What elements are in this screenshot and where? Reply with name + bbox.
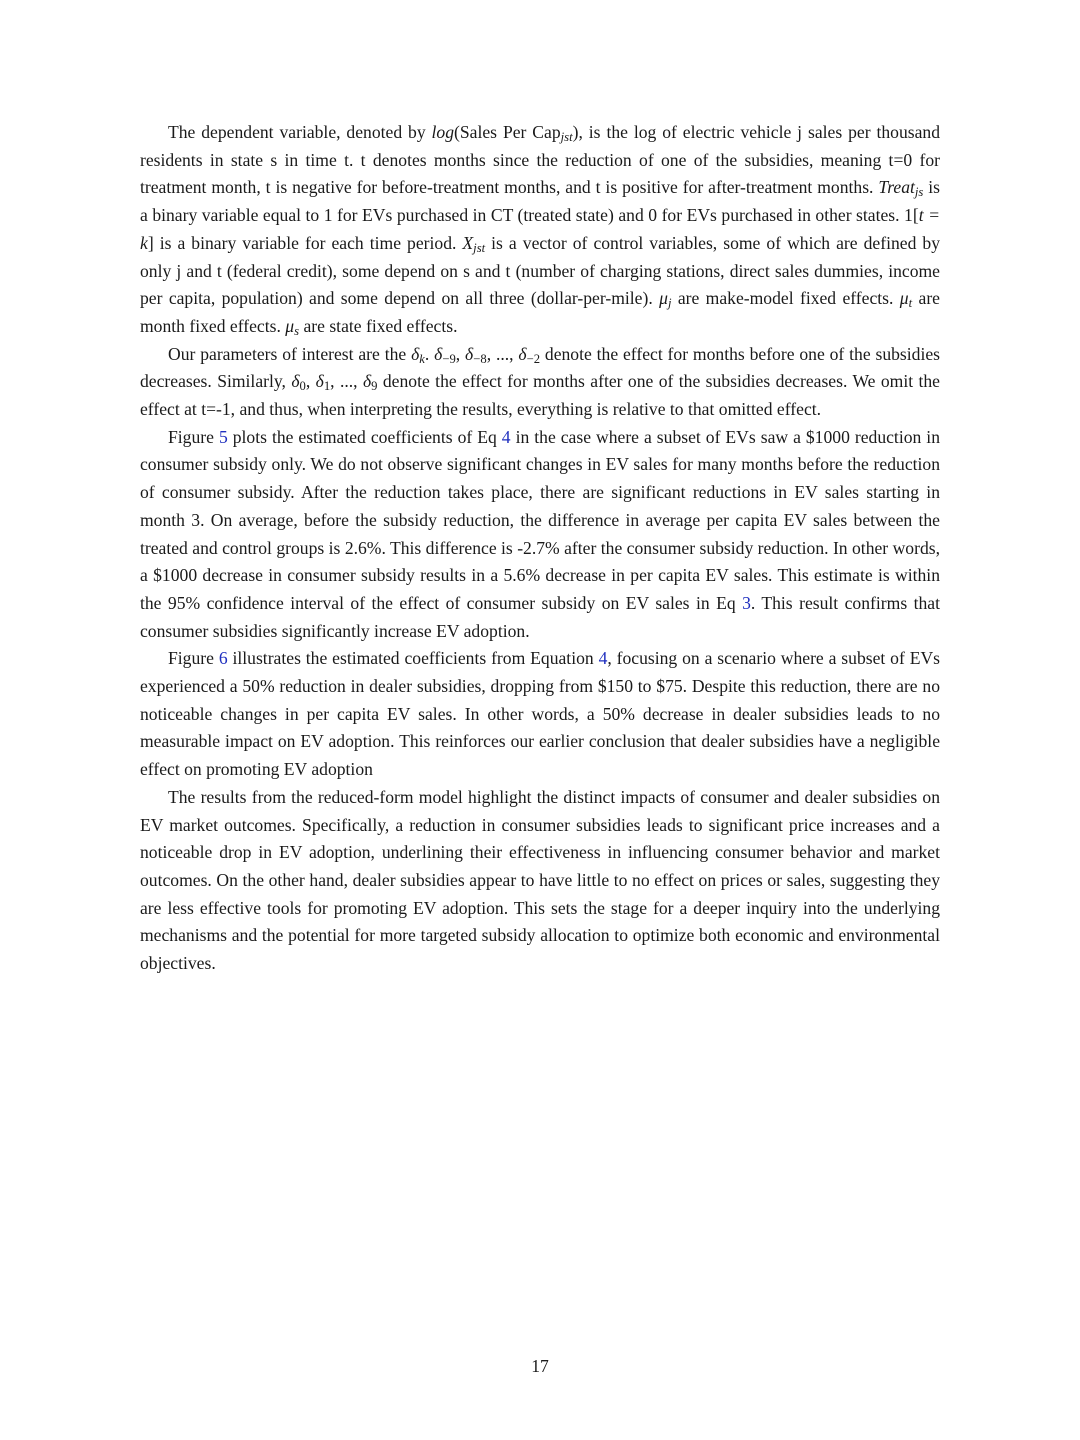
math-delta: δ [291,371,300,392]
math-mu: μ [659,288,668,309]
math-subscript: j [667,296,672,311]
math-subscript: k [419,351,425,366]
text-run: , ..., [330,371,363,392]
math-subscript: jst [473,240,486,255]
math-subscript: 0 [299,379,306,394]
text-run: . This result confirms that consumer subsidies significantly increase EV adoption. [140,592,940,641]
text-run: Our parameters of interest are the [168,343,412,364]
math-subscript: jst [560,130,573,145]
math-mu: μ [899,288,909,309]
text-run: Figure [168,426,219,447]
paragraph-figure-5 [140,424,940,646]
text-run: , focusing on a scenario where a subset of EVs experienced a 50% reduction in dealer subsidies, dropping from $150 to $75. Despite this reduction, there are no noticeable changes in per capita EV sales. In other words, a 50% decrease in dealer subsidies leads to no measurable impact on EV adoption. This reinforces our earlier conclusion that dealer subsidies have a negligible effect on promoting EV adoption [140,648,940,780]
math-x: X [462,232,474,253]
text-run: , ..., [486,343,519,364]
text-run: ), is the log of electric vehicle j sales per thousand residents in state s in time t. t denotes months since the reduction of one of the subsidies, meaning t=0 for treatment month, t is negative for before-treatment months, and t is positive for after-treatment months. [140,122,940,198]
math-subscript: 1 [323,379,331,394]
page-number: 17 [531,1356,549,1376]
text-run: , [305,371,316,392]
text-run: illustrates the estimated coefficients from Equation [227,648,599,669]
text-run: in the case where a subset of EVs saw a $1000 reduction in consumer subsidy only. We do not observe significant changes in EV sales for many months before the reduction of consumer subsidy. After the reduction takes place, there are significant reductions in EV sales starting in month 3. On average, before the subsidy reduction, the difference in average per capita EV sales between the treated and control groups is 2.6%. This difference is -2.7% after the consumer subsidy reduction. In other words, a $1000 decrease in consumer subsidy results in a 5.6% decrease in per capita EV sales. This estimate is within the 95% confidence interval of the effect of consumer subsidy on EV sales in Eq [140,426,940,613]
math-delta: δ [362,371,372,392]
math-subscript: −9 [442,351,456,366]
math-subscript: 9 [371,379,378,394]
text-run: are state fixed effects. [299,315,458,336]
figure-6-link[interactable]: 6 [218,648,228,669]
text-run: The dependent variable, denoted by [168,122,432,142]
math-delta: δ [411,343,420,364]
figure-5-link[interactable]: 5 [218,426,228,447]
text-run: , [455,343,466,364]
paragraph-conclusion [140,784,940,978]
math-subscript: js [914,185,924,200]
math-delta: δ [434,343,443,364]
text-run: plots the estimated coefficients of Eq [227,426,502,447]
math-subscript: s [294,324,300,339]
text-run: ] is a binary variable for each time period. [147,232,463,253]
text-run: denote the effect for months after one of the subsidies decreases. We omit the effect at t=-1, and thus, when interpreting the results, everything is relative to that omitted effect. [140,371,940,420]
equation-4-link[interactable]: 4 [598,648,608,669]
text-run: is a binary variable equal to 1 for EVs purchased in CT (treated state) and 0 for EVs purchased in other states. 1[ [140,177,940,226]
text-run: Figure [168,648,219,669]
equation-3-link[interactable]: 3 [742,592,751,613]
math-delta: δ [518,343,527,364]
text-run: is a vector of control variables, some of which are defined by only j and t (federal credit), some depend on s and t (number of charging stations, direct sales dummies, income per capita, population) and some depend on all three (dollar-per-mile). [140,232,940,309]
math-subscript: −2 [526,351,541,366]
math-delta: δ [465,343,474,364]
text-run: (Sales Per Cap [454,122,561,142]
math-mu: μ [285,315,295,336]
equation-4-link[interactable]: 4 [501,426,511,447]
math-treat: Treat [878,177,915,198]
text-run: . [424,343,435,364]
text-run: denote the effect for months before one of the subsidies decreases. Similarly, [140,343,940,392]
paragraph-figure-6 [140,645,940,784]
math-subscript: −8 [473,351,487,366]
math-delta: δ [315,371,324,392]
math-indicator: t = k [140,205,940,253]
paragraph-dependent-variable [140,119,940,341]
paragraph-parameters [140,341,940,424]
text-run: are make-model fixed effects. [671,288,900,309]
math-subscript: t [908,296,913,311]
page-body [140,119,940,978]
text-run: are month fixed effects. [140,288,940,336]
math-log: log [431,122,455,142]
text-run: The results from the reduced-form model highlight the distinct impacts of consumer and dealer subsidies on EV market outcomes. Specifically, a reduction in consumer subsidies leads to significant price increases and a noticeable drop in EV adoption, underlining their effectiveness in influencing consumer behavior and market outcomes. On the other hand, dealer subsidies appear to have little to no effect on prices or sales, suggesting they are less effective tools for promoting EV adoption. This sets the stage for a deeper inquiry into the underlying mechanisms and the potential for more targeted subsidy allocation to optimize both economic and environmental objectives. [140,786,940,974]
